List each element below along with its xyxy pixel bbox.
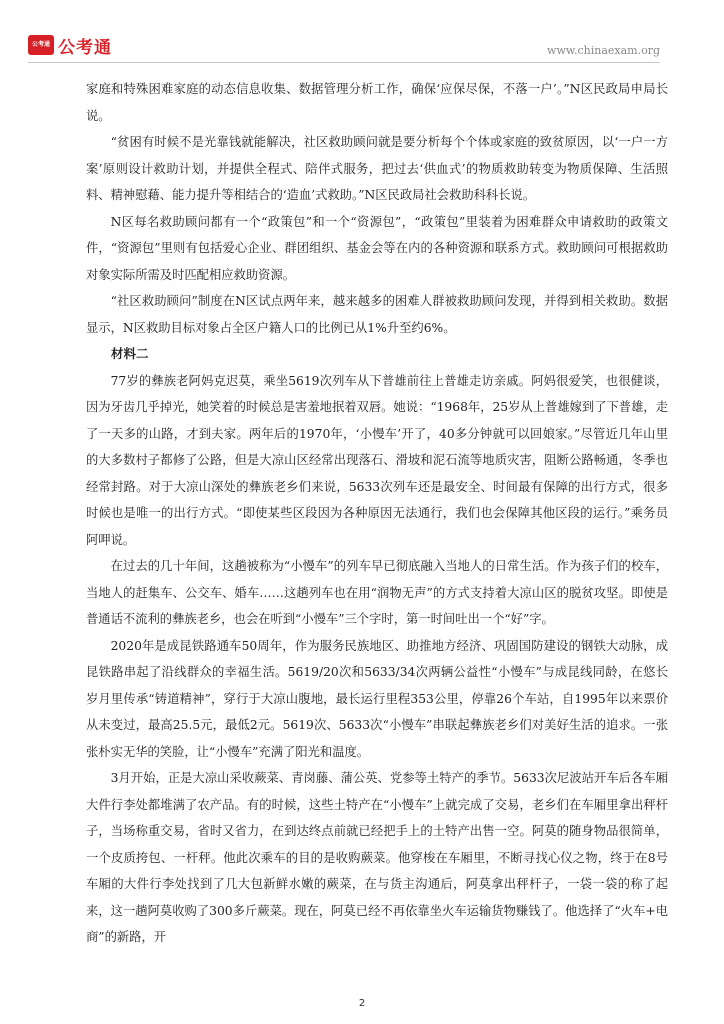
paragraph-4: “社区救助顾问”制度在N区试点两年来，越来越多的困难人群被救助顾问发现，并得到相关救助。数据显示，N区救助目标对象占全区户籍人口的比例已从1%升至约6%。	[86, 294, 668, 335]
paragraph-2: “贫困有时候不是光靠钱就能解决，社区救助顾问就是要分析每个个体或家庭的致贫原因，以‘一户一方案’原则设计救助计划，并提供全程式、陪伴式服务，把过去‘供血式’的物质救助转变为物质保障、生活照料、精神慰藉、能力提升等相结合的‘造血’式救助。”N区民政局社会救助科科长说。	[86, 135, 668, 202]
paragraph-6: 在过去的几十年间，这趟被称为“小慢车”的列车早已彻底融入当地人的日常生活。作为孩子们的校车，当地人的赶集车、公交车、婚车……这趟列车也在用“润物无声”的方式支持着大凉山区的脱贫攻坚。即使是普通话不流利的彝族老乡，也会在听到“小慢车”三个字时，第一时间吐出一个“好”字。	[86, 559, 668, 626]
paragraph-5: 77岁的彝族老阿妈克迟莫，乘坐5619次列车从下普雄前往上普雄走访亲戚。阿妈很爱笑，也很健谈，因为牙齿几乎掉光，她笑着的时候总是害羞地抿着双唇。她说：“1968年，25岁从上普雄嫁到了下普雄，走了一天多的山路，才到夫家。两年后的1970年，‘小慢车’开了，40多分钟就可以回娘家。”尽管近几年山里的大多数村子都修了公路，但是大凉山区经常出现落石、滑坡和泥石流等地质灾害，阻断公路畅通，冬季也经常封路。对于大凉山深处的彝族老乡们来说，5633次列车还是最安全、时间最有保障的出行方式，很多时候也是唯一的出行方式。“即使某些区段因为各种原因无法通行，我们也会保障其他区段的运行。”乘务员阿呷说。	[86, 373, 668, 547]
page-number: 2	[358, 998, 366, 1009]
site-logo[interactable]	[28, 34, 112, 56]
site-url[interactable]: www.chinaexam.org	[547, 44, 660, 57]
logo-text: 公考通	[58, 37, 112, 58]
paragraph-1: 家庭和特殊困难家庭的动态信息收集、数据管理分析工作，确保‘应保尽保，不落一户’。”N区民政局申局长说。	[86, 82, 668, 123]
paragraph-3: N区每名救助顾问都有一个“政策包”和一个“资源包”，“政策包”里装着为困难群众申请救助的政策文件，“资源包”里则有包括爱心企业、群团组织、基金会等在内的各种资源和联系方式。救助顾问可根据救助对象实际所需及时匹配相应救助资源。	[86, 214, 668, 282]
paragraph-7: 2020年是成昆铁路通车50周年，作为服务民族地区、助推地方经济、巩固国防建设的钢铁大动脉，成昆铁路串起了沿线群众的幸福生活。5619/20次和5633/34次两辆公益性“小慢车”与成昆线同龄，在悠长岁月里传承“铸道精神”，穿行于大凉山腹地，最长运行里程353公里，停靠26个车站，自1995年以来票价从未变过，最高25.5元，最低2元。5619次、5633次“小慢车”串联起彝族老乡们对美好生活的追求。一张张朴实无华的笑脸，让“小慢车”充满了阳光和温度。	[86, 638, 668, 759]
page-header	[0, 0, 724, 62]
section-title: 材料二	[111, 346, 149, 361]
logo-badge-icon: 公考通	[28, 35, 54, 55]
document-body	[86, 76, 668, 951]
paragraph-8: 3月开始，正是大凉山采收蕨菜、青岗藤、蒲公英、党参等土特产的季节。5633次尼波站开车后各车厢大件行李处都堆满了农产品。有的时候，这些土特产在“小慢车”上就完成了交易，老乡们在车厢里拿出秤杆子，当场称重交易，省时又省力，在到达终点前就已经把手上的土特产出售一空。阿莫的随身物品很简单，一个皮质挎包、一杆秤。他此次乘车的目的是收购蕨菜。他穿梭在车厢里，不断寻找心仪之物，终于在8号车厢的大件行李处找到了几大包新鲜水嫩的蕨菜，在与货主沟通后，阿莫拿出秤杆子，一袋一袋的称了起来，这一趟阿莫收购了300多斤蕨菜。现在，阿莫已经不再依靠坐火车运输货物赚钱了。他选择了“火车+电商”的新路，开	[86, 771, 668, 944]
header-divider	[28, 62, 660, 63]
